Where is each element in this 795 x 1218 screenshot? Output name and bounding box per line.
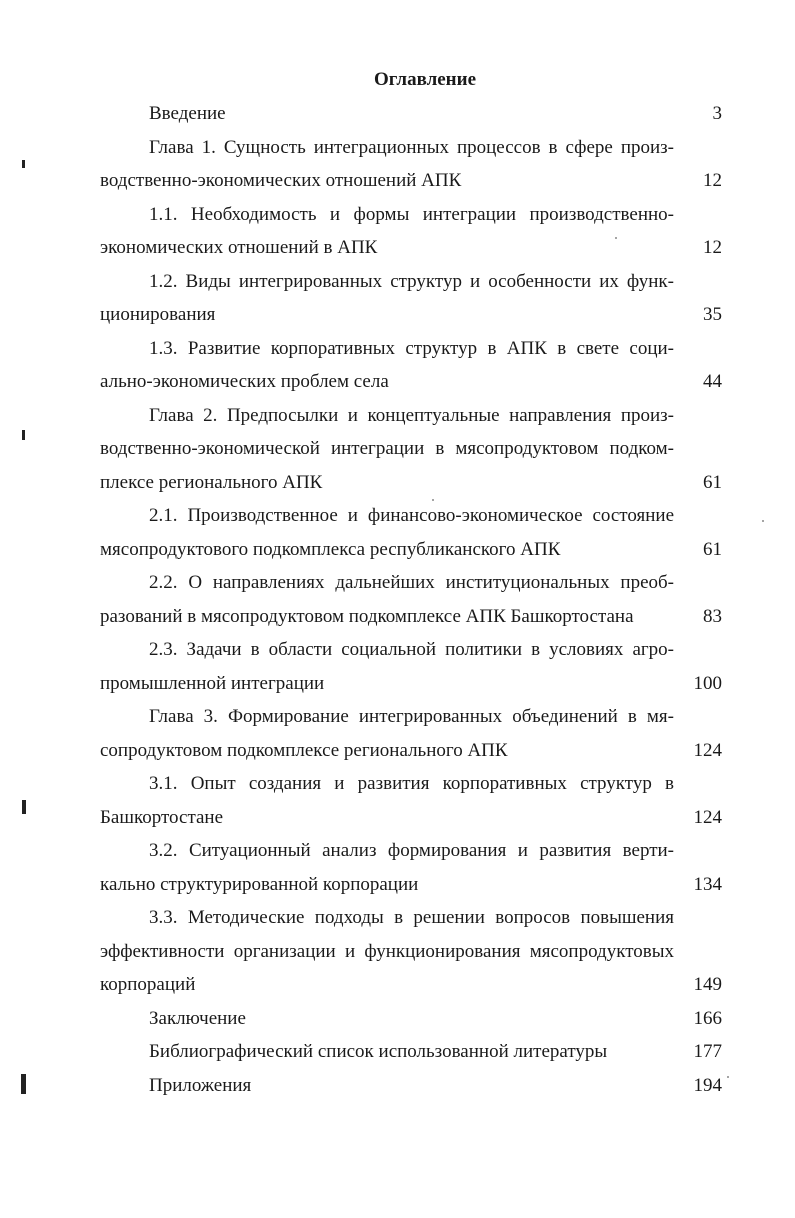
toc-page-number: 44 [703, 371, 722, 392]
toc-page-number: 124 [693, 739, 722, 761]
toc-page-number: 100 [693, 672, 722, 694]
toc-entry-line: Глава 3. Формирование интегрированных объединений в мя- [149, 706, 674, 727]
toc-page-number: 35 [703, 304, 722, 325]
toc-page-number: 61 [703, 538, 722, 560]
toc-entry-line: 2.3. Задачи в области социальной политики в условиях агро- [149, 639, 674, 660]
toc-page-number: 194 [693, 1074, 722, 1096]
toc-page-number: 149 [693, 974, 722, 995]
toc-page-number: 124 [693, 806, 722, 828]
toc-entry-line: Башкортостане [100, 806, 224, 828]
toc-page-number: 134 [693, 873, 722, 895]
toc-page-number: 12 [703, 170, 722, 191]
scan-speck [432, 499, 434, 501]
toc-entry-line: 2.2. О направлениях дальнейших институциональных преоб- [149, 572, 674, 593]
toc-entry-line: корпораций [100, 974, 196, 995]
page-title: Оглавление [373, 69, 477, 90]
toc-page-number: 3 [712, 103, 722, 124]
toc-page-number: 61 [703, 471, 722, 493]
scan-speck [615, 237, 617, 239]
toc-page-number: 12 [703, 237, 722, 258]
toc-entry-line: 3.3. Методические подходы в решении вопросов повышения [149, 907, 674, 928]
scan-mark [22, 800, 26, 814]
toc-entry-line: Библиографический список использованной литературы [149, 1041, 608, 1062]
toc-entry-line: промышленной интеграции [100, 672, 325, 694]
toc-entry-line: 1.2. Виды интегрированных структур и особенности их функ- [149, 270, 674, 292]
toc-page-number: 177 [693, 1041, 722, 1062]
scan-mark [22, 430, 25, 440]
toc-entry-line: экономических отношений в АПК [100, 237, 378, 258]
toc-entry-line: 1.1. Необходимость и формы интеграции производственно- [149, 203, 674, 225]
toc-entry-line: Введение [149, 103, 226, 124]
toc-entry-line: Заключение [149, 1007, 246, 1029]
toc-entry-line: 1.3. Развитие корпоративных структур в АПК в свете соци- [149, 337, 674, 359]
scan-mark [21, 1074, 26, 1094]
toc-entry-line: ально-экономических проблем села [100, 371, 389, 392]
toc-entry-line: ционирования [100, 304, 216, 325]
toc-entry-line: 2.1. Производственное и финансово-экономическое состояние [149, 505, 674, 526]
scan-speck [762, 520, 764, 522]
toc-entry-line: водственно-экономических отношений АПК [100, 170, 462, 191]
toc-entry-line: эффективности организации и функционирования мясопродуктовых [100, 940, 674, 962]
toc-entry-line: Глава 2. Предпосылки и концептуальные направления произ- [149, 404, 674, 426]
toc-entry-line: кально структурированной корпорации [100, 873, 419, 895]
toc-entry-line: мясопродуктового подкомплекса республиканского АПК [100, 538, 561, 560]
toc-entry-line: 3.2. Ситуационный анализ формирования и развития верти- [149, 840, 674, 861]
scan-mark [22, 160, 25, 168]
toc-entry-line: Глава 1. Сущность интеграционных процессов в сфере произ- [149, 136, 674, 158]
toc-entry-line: водственно-экономической интеграции в мясопродуктовом подком- [100, 438, 674, 459]
toc-entry-line: разований в мясопродуктовом подкомплексе АПК Башкортостана [100, 605, 634, 627]
scan-speck [727, 1076, 729, 1078]
toc-entry-line: Приложения [149, 1074, 252, 1096]
toc-entry-line: плексе регионального АПК [100, 471, 323, 493]
toc-page-number: 166 [693, 1007, 722, 1029]
toc-entry-line: 3.1. Опыт создания и развития корпоративных структур в [149, 773, 674, 794]
toc-entry-line: сопродуктовом подкомплексе регионального АПК [100, 739, 508, 761]
toc-page-number: 83 [703, 605, 722, 627]
